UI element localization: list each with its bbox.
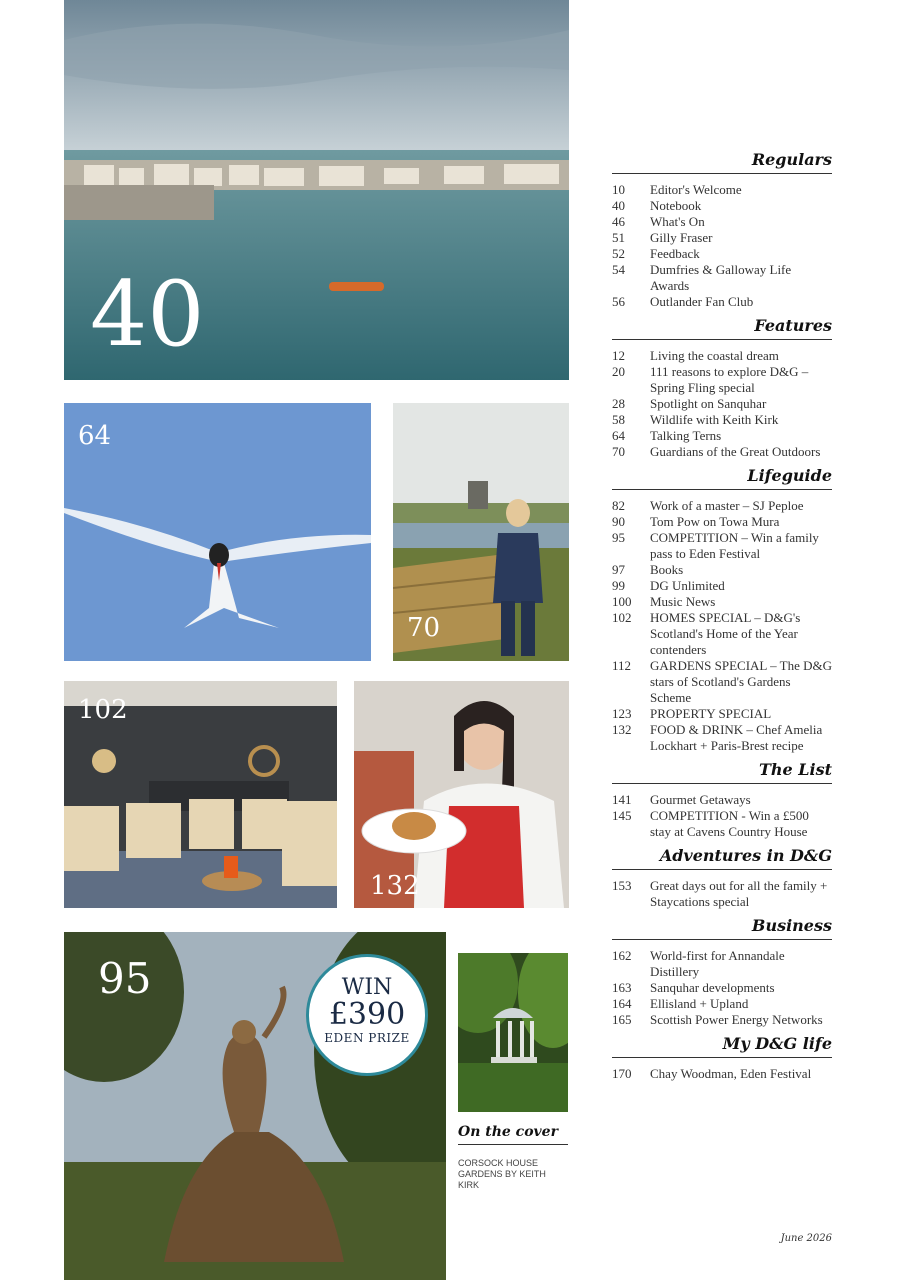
toc-entry-title: Work of a master – SJ Peploe bbox=[650, 498, 804, 513]
win-prize-badge bbox=[306, 954, 428, 1076]
toc-section bbox=[612, 466, 832, 754]
toc-entry bbox=[612, 594, 832, 610]
section-heading: Adventures in D&G bbox=[612, 846, 832, 870]
toc-entry-page-number: 153 bbox=[612, 878, 632, 893]
toc-entry-page-number: 28 bbox=[612, 396, 625, 411]
toc-entry-page-number: 145 bbox=[612, 808, 632, 823]
toc-entry-page-number: 112 bbox=[612, 658, 632, 673]
toc-entry bbox=[612, 706, 832, 722]
toc-entry bbox=[612, 530, 832, 562]
section-heading: The List bbox=[612, 760, 832, 784]
toc-entry-title: Sanquhar developments bbox=[650, 980, 775, 995]
toc-entry bbox=[612, 878, 832, 910]
toc-entry bbox=[612, 808, 832, 840]
toc-entry-title: Gourmet Getaways bbox=[650, 792, 751, 807]
toc-entry-title: Wildlife with Keith Kirk bbox=[650, 412, 779, 427]
toc-entry-page-number: 163 bbox=[612, 980, 632, 995]
toc-entry-page-number: 46 bbox=[612, 214, 625, 229]
chef-photo bbox=[354, 681, 569, 908]
toc-section bbox=[612, 316, 832, 460]
toc-entry-page-number: 123 bbox=[612, 706, 632, 721]
cover-credit: CORSOCK HOUSE GARDENS BY KEITH KIRK bbox=[458, 1158, 546, 1190]
toc-entry-page-number: 164 bbox=[612, 996, 632, 1011]
toc-entry-title: Scottish Power Energy Networks bbox=[650, 1012, 823, 1027]
toc-entry bbox=[612, 980, 832, 996]
section-heading: Regulars bbox=[612, 150, 832, 174]
toc-section bbox=[612, 150, 832, 310]
toc-entry-title: Outlander Fan Club bbox=[650, 294, 754, 309]
toc-entry-title: Spotlight on Sanquhar bbox=[650, 396, 767, 411]
toc-entry-title: Editor's Welcome bbox=[650, 182, 742, 197]
cover-thumbnail bbox=[458, 953, 568, 1112]
toc-entry-title: Chay Woodman, Eden Festival bbox=[650, 1066, 812, 1081]
toc-section bbox=[612, 1034, 832, 1082]
toc-entry-page-number: 102 bbox=[612, 610, 632, 625]
section-heading: Lifeguide bbox=[612, 466, 832, 490]
toc-section bbox=[612, 760, 832, 840]
toc-entry-title: 111 reasons to explore D&G – Spring Fling special bbox=[650, 364, 809, 395]
toc-entry-title: GARDENS SPECIAL – The D&G stars of Scotland's Gardens Scheme bbox=[650, 658, 833, 705]
toc-entry bbox=[612, 348, 832, 364]
toc-entry bbox=[612, 364, 832, 396]
toc-entry-page-number: 12 bbox=[612, 348, 625, 363]
toc-entry-title: Books bbox=[650, 562, 684, 577]
section-heading: Features bbox=[612, 316, 832, 340]
toc-entry bbox=[612, 412, 832, 428]
toc-entry-title: Guardians of the Great Outdoors bbox=[650, 444, 821, 459]
ranger-photo bbox=[393, 403, 569, 661]
cover-title: On the cover bbox=[458, 1124, 568, 1145]
toc-entry-page-number: 165 bbox=[612, 1012, 632, 1027]
win-badge-line1: WIN bbox=[341, 975, 393, 1000]
win-badge-line2: £390 bbox=[328, 997, 406, 1032]
toc-entry-title: Ellisland + Upland bbox=[650, 996, 749, 1011]
toc-entry-page-number: 58 bbox=[612, 412, 625, 427]
toc-entry-title: Feedback bbox=[650, 246, 700, 261]
table-of-contents bbox=[612, 150, 832, 1088]
toc-entry-title: Living the coastal dream bbox=[650, 348, 779, 363]
toc-entry bbox=[612, 578, 832, 594]
toc-entry bbox=[612, 214, 832, 230]
toc-entry-page-number: 99 bbox=[612, 578, 625, 593]
toc-entry-title: Great days out for all the family + Staycations special bbox=[650, 878, 828, 909]
toc-entry-page-number: 52 bbox=[612, 246, 625, 261]
page-number-chef: 132 bbox=[370, 871, 420, 901]
toc-entry-page-number: 170 bbox=[612, 1066, 632, 1081]
toc-entry-page-number: 51 bbox=[612, 230, 625, 245]
toc-entry-title: Notebook bbox=[650, 198, 702, 213]
toc-entry-page-number: 40 bbox=[612, 198, 625, 213]
toc-entry-page-number: 10 bbox=[612, 182, 625, 197]
toc-entry bbox=[612, 722, 832, 754]
toc-entry-title: What's On bbox=[650, 214, 705, 229]
toc-entry bbox=[612, 996, 832, 1012]
toc-entry-title: COMPETITION - Win a £500 stay at Cavens Country House bbox=[650, 808, 809, 839]
toc-entry-title: Music News bbox=[650, 594, 716, 609]
toc-entry-title: PROPERTY SPECIAL bbox=[650, 706, 772, 721]
toc-entry-page-number: 132 bbox=[612, 722, 632, 737]
toc-entry bbox=[612, 562, 832, 578]
page-number-tern: 64 bbox=[78, 421, 112, 451]
toc-entry-page-number: 56 bbox=[612, 294, 625, 309]
toc-entry bbox=[612, 792, 832, 808]
toc-entry-title: DG Unlimited bbox=[650, 578, 725, 593]
toc-entry-title: Talking Terns bbox=[650, 428, 722, 443]
garden-room-photo bbox=[64, 681, 337, 908]
toc-entry-title: FOOD & DRINK – Chef Amelia Lockhart + Paris-Brest recipe bbox=[650, 722, 823, 753]
toc-entry bbox=[612, 428, 832, 444]
toc-entry bbox=[612, 198, 832, 214]
toc-entry-title: Tom Pow on Towa Mura bbox=[650, 514, 780, 529]
toc-entry bbox=[612, 514, 832, 530]
harbour-photo bbox=[64, 0, 569, 380]
toc-entry bbox=[612, 246, 832, 262]
page-number-festival: 95 bbox=[98, 954, 152, 1003]
toc-section bbox=[612, 916, 832, 1028]
toc-entry-page-number: 141 bbox=[612, 792, 632, 807]
toc-section bbox=[612, 846, 832, 910]
toc-entry-page-number: 64 bbox=[612, 428, 625, 443]
toc-entry bbox=[612, 182, 832, 198]
toc-entry bbox=[612, 498, 832, 514]
toc-entry-title: Dumfries & Galloway Life Awards bbox=[650, 262, 792, 293]
toc-entry-page-number: 90 bbox=[612, 514, 625, 529]
toc-entry bbox=[612, 444, 832, 460]
toc-entry bbox=[612, 1066, 832, 1082]
issue-date: June 2026 bbox=[780, 1233, 832, 1244]
page-number-garden-room: 102 bbox=[78, 695, 128, 725]
toc-entry-page-number: 100 bbox=[612, 594, 632, 609]
tern-photo bbox=[64, 403, 371, 661]
win-badge-line3: EDEN PRIZE bbox=[324, 1031, 410, 1045]
toc-entry bbox=[612, 230, 832, 246]
toc-entry bbox=[612, 658, 832, 706]
toc-entry-page-number: 95 bbox=[612, 530, 625, 545]
page-number-ranger: 70 bbox=[407, 613, 441, 643]
toc-entry bbox=[612, 396, 832, 412]
section-heading: My D&G life bbox=[612, 1034, 832, 1058]
toc-entry bbox=[612, 262, 832, 294]
toc-entry-page-number: 162 bbox=[612, 948, 632, 963]
toc-entry-page-number: 82 bbox=[612, 498, 625, 513]
toc-entry bbox=[612, 948, 832, 980]
toc-entry-page-number: 97 bbox=[612, 562, 625, 577]
toc-entry-page-number: 54 bbox=[612, 262, 625, 277]
toc-entry-title: Gilly Fraser bbox=[650, 230, 713, 245]
toc-entry bbox=[612, 294, 832, 310]
page-number-harbour: 40 bbox=[90, 262, 205, 367]
toc-entry bbox=[612, 1012, 832, 1028]
toc-entry-page-number: 70 bbox=[612, 444, 625, 459]
toc-entry-title: COMPETITION – Win a family pass to Eden Festival bbox=[650, 530, 819, 561]
toc-entry-page-number: 20 bbox=[612, 364, 625, 379]
toc-entry bbox=[612, 610, 832, 658]
toc-entry-title: World-first for Annandale Distillery bbox=[650, 948, 785, 979]
toc-entry-title: HOMES SPECIAL – D&G's Scotland's Home of the Year contenders bbox=[650, 610, 801, 657]
section-heading: Business bbox=[612, 916, 832, 940]
